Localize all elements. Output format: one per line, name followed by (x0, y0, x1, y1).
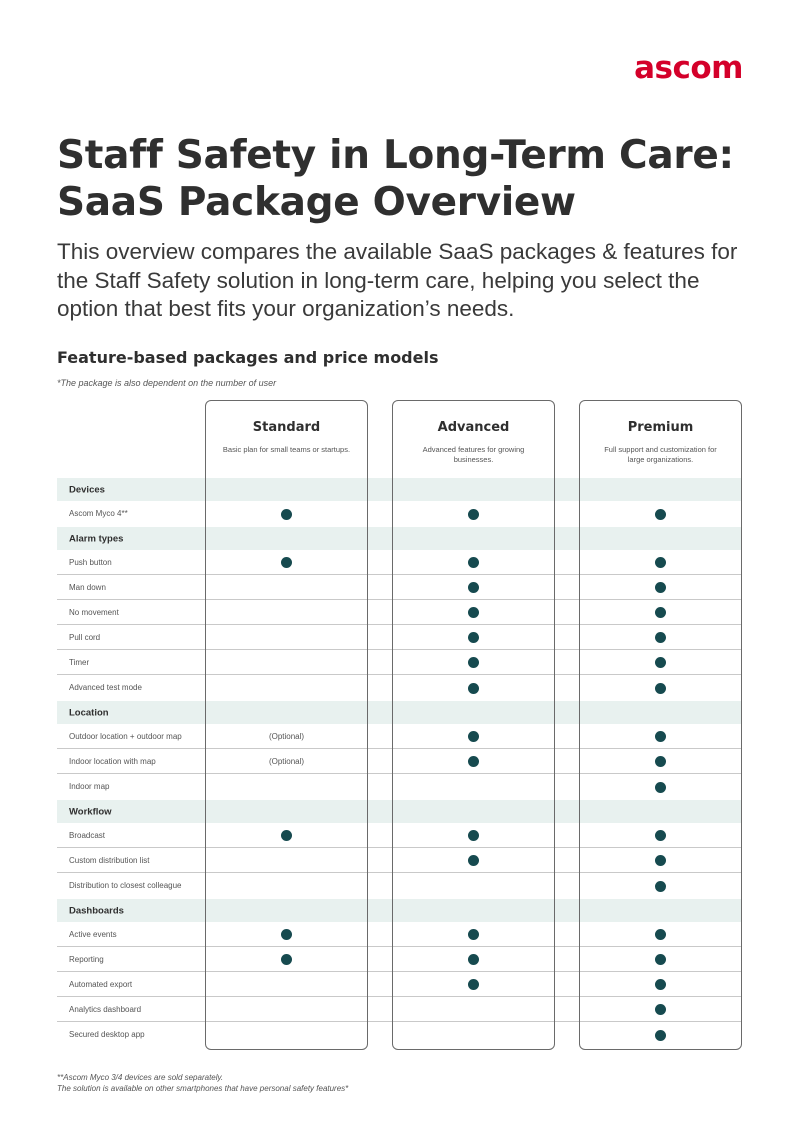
title-line-1: Staff Safety in Long-Term Care: (57, 133, 734, 178)
feature-label: Analytics dashboard (69, 1005, 142, 1014)
feature-row (57, 550, 742, 575)
feature-cell (434, 1022, 514, 1048)
feature-cell (247, 575, 327, 599)
feature-label: Pull cord (69, 633, 101, 642)
package-header (392, 400, 555, 465)
feature-cell (434, 922, 514, 946)
feature-cell (247, 848, 327, 872)
included-dot-icon (281, 509, 292, 520)
feature-cell (434, 675, 514, 701)
feature-cell (621, 947, 701, 971)
feature-row (57, 1022, 742, 1048)
included-dot-icon (655, 830, 666, 841)
category-label: Alarm types (69, 533, 124, 544)
package-name: Premium (627, 420, 694, 435)
included-dot-icon (468, 607, 479, 618)
feature-cell (247, 997, 327, 1021)
feature-cell (621, 675, 701, 701)
feature-cell (621, 650, 701, 674)
feature-row (57, 600, 742, 625)
feature-cell (247, 922, 327, 946)
feature-row (57, 575, 742, 600)
category-row (57, 527, 742, 550)
feature-label: Indoor location with map (69, 757, 156, 766)
feature-row (57, 873, 742, 899)
included-dot-icon (655, 557, 666, 568)
feature-label: Push button (69, 558, 112, 567)
feature-cell (434, 848, 514, 872)
feature-cell (434, 625, 514, 649)
feature-cell (621, 600, 701, 624)
package-description: Full support and customization for large organizations. (604, 445, 717, 464)
feature-row (57, 650, 742, 675)
included-dot-icon (468, 929, 479, 940)
feature-label: Outdoor location + outdoor map (69, 732, 182, 741)
package-header (205, 400, 368, 455)
included-dot-icon (281, 929, 292, 940)
package-description: Advanced features for growing businesses. (422, 445, 525, 464)
included-dot-icon (468, 830, 479, 841)
feature-row (57, 724, 742, 749)
included-dot-icon (655, 954, 666, 965)
included-dot-icon (468, 557, 479, 568)
category-row (57, 800, 742, 823)
feature-cell (621, 848, 701, 872)
category-row (57, 478, 742, 501)
category-row (57, 701, 742, 724)
feature-label: Man down (69, 583, 106, 592)
feature-cell (621, 997, 701, 1021)
included-dot-icon (281, 557, 292, 568)
feature-cell (247, 947, 327, 971)
feature-cell (621, 922, 701, 946)
feature-cell (621, 501, 701, 527)
included-dot-icon (468, 756, 479, 767)
included-dot-icon (655, 1004, 666, 1015)
included-dot-icon (468, 731, 479, 742)
feature-cell (621, 823, 701, 847)
feature-row (57, 922, 742, 947)
included-dot-icon (468, 632, 479, 643)
ascom-logo: ascom (634, 50, 743, 86)
feature-cell (434, 774, 514, 800)
feature-row (57, 947, 742, 972)
included-dot-icon (655, 855, 666, 866)
feature-row (57, 848, 742, 873)
package-description: Basic plan for small teams or startups. (222, 445, 351, 454)
included-dot-icon (468, 657, 479, 668)
footnotes (57, 1072, 348, 1094)
feature-cell (247, 873, 327, 899)
category-label: Dashboards (69, 905, 124, 916)
feature-row (57, 625, 742, 650)
included-dot-icon (468, 582, 479, 593)
included-dot-icon (655, 881, 666, 892)
included-dot-icon (655, 607, 666, 618)
feature-cell (434, 650, 514, 674)
included-dot-icon (655, 683, 666, 694)
intro-paragraph: This overview compares the available SaaS packages & features for the Staff Safety solution in long-term care, helping you select the option that best fits your organization’s needs. (57, 239, 738, 321)
included-dot-icon (281, 830, 292, 841)
feature-cell (247, 675, 327, 701)
included-dot-icon (655, 929, 666, 940)
included-dot-icon (655, 1030, 666, 1041)
feature-cell (621, 625, 701, 649)
feature-label: Indoor map (69, 782, 110, 791)
category-label: Devices (69, 484, 105, 495)
feature-row (57, 823, 742, 848)
optional-label: (Optional) (268, 756, 305, 766)
feature-cell (621, 1022, 701, 1048)
feature-label: Automated export (69, 980, 133, 989)
feature-label: Advanced test mode (69, 683, 142, 692)
optional-label: (Optional) (268, 731, 305, 741)
feature-cell (247, 600, 327, 624)
feature-cell (247, 724, 327, 748)
package-name: Standard (252, 420, 321, 435)
feature-label: Secured desktop app (69, 1030, 145, 1039)
feature-cell (434, 600, 514, 624)
feature-cell (434, 972, 514, 996)
feature-cell (621, 873, 701, 899)
footnote-2: The solution is available on other smartphones that have personal safety features* (57, 1084, 349, 1093)
package-note: *The package is also dependent on the number of user (57, 378, 277, 388)
included-dot-icon (655, 582, 666, 593)
included-dot-icon (655, 657, 666, 668)
feature-cell (247, 550, 327, 574)
feature-label: Distribution to closest colleague (69, 881, 182, 890)
included-dot-icon (468, 855, 479, 866)
included-dot-icon (468, 979, 479, 990)
feature-label: Active events (69, 930, 117, 939)
feature-cell (434, 997, 514, 1021)
feature-cell (247, 749, 327, 773)
feature-cell (247, 823, 327, 847)
feature-cell (621, 972, 701, 996)
feature-cell (247, 625, 327, 649)
feature-cell (621, 749, 701, 773)
feature-row (57, 749, 742, 774)
feature-cell (621, 724, 701, 748)
package-name: Advanced (437, 420, 510, 435)
feature-label: No movement (69, 608, 119, 617)
feature-row (57, 972, 742, 997)
included-dot-icon (281, 954, 292, 965)
included-dot-icon (468, 683, 479, 694)
section-heading: Feature-based packages and price models (57, 348, 439, 367)
feature-cell (247, 972, 327, 996)
feature-cell (621, 550, 701, 574)
category-label: Location (69, 707, 109, 718)
feature-cell (434, 724, 514, 748)
feature-row (57, 675, 742, 701)
feature-cell (621, 774, 701, 800)
feature-cell (434, 823, 514, 847)
feature-cell (434, 749, 514, 773)
feature-row (57, 774, 742, 800)
feature-cell (434, 947, 514, 971)
feature-cell (247, 650, 327, 674)
included-dot-icon (655, 509, 666, 520)
feature-label: Timer (69, 658, 90, 667)
included-dot-icon (655, 756, 666, 767)
page-title (57, 132, 757, 226)
included-dot-icon (468, 509, 479, 520)
feature-cell (434, 501, 514, 527)
category-label: Workflow (69, 806, 112, 817)
feature-label: Reporting (69, 955, 104, 964)
feature-cell (434, 575, 514, 599)
feature-row (57, 501, 742, 527)
feature-cell (247, 1022, 327, 1048)
included-dot-icon (468, 954, 479, 965)
included-dot-icon (655, 782, 666, 793)
feature-cell (247, 774, 327, 800)
included-dot-icon (655, 979, 666, 990)
feature-label: Ascom Myco 4** (69, 509, 128, 518)
title-line-2: SaaS Package Overview (57, 180, 576, 225)
package-header (579, 400, 742, 465)
included-dot-icon (655, 731, 666, 742)
feature-cell (621, 575, 701, 599)
category-row (57, 899, 742, 922)
included-dot-icon (655, 632, 666, 643)
footnote-1: **Ascom Myco 3/4 devices are sold separately. (57, 1073, 224, 1082)
feature-cell (434, 873, 514, 899)
feature-cell (434, 550, 514, 574)
feature-row (57, 997, 742, 1022)
feature-label: Broadcast (69, 831, 106, 840)
feature-cell (247, 501, 327, 527)
feature-label: Custom distribution list (69, 856, 150, 865)
